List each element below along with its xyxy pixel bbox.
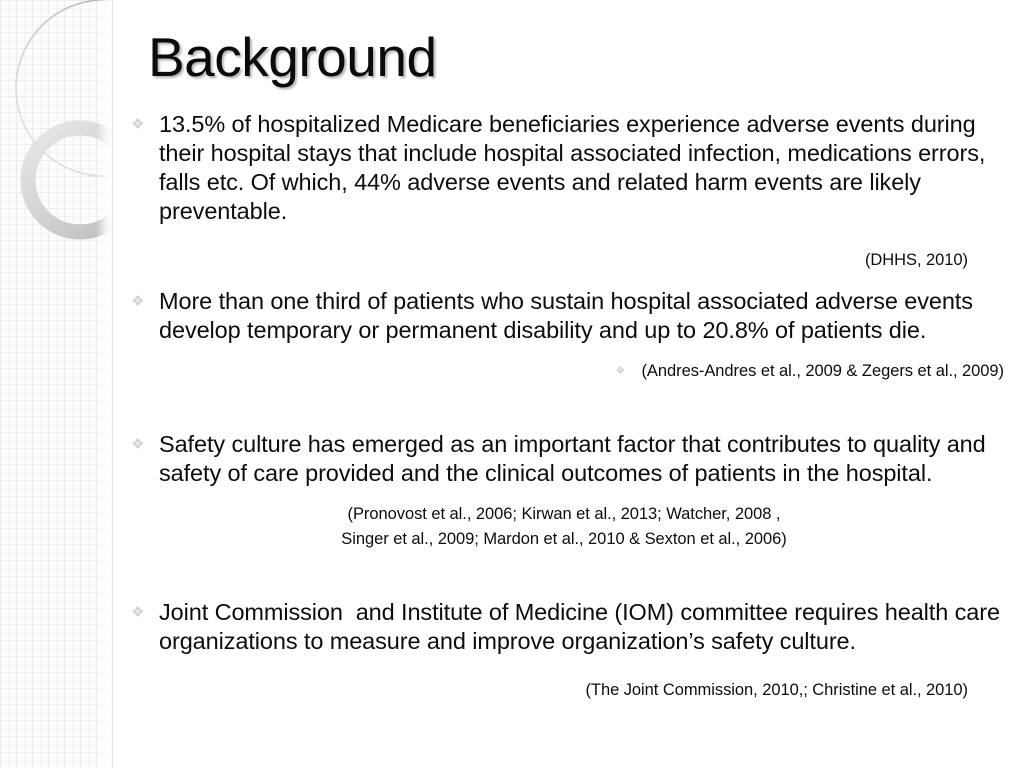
diamond-bullet-icon: ❖ — [131, 293, 145, 310]
bullet-text-2: More than one third of patients who sustain hospital associated adverse events develop temporary or permanent disability and up to 20.8% of patients die. — [159, 288, 980, 343]
diamond-bullet-icon: ❖ — [131, 604, 145, 621]
spacer — [130, 345, 1010, 359]
spacer — [130, 273, 1010, 287]
citation-joint-commission: (The Joint Commission, 2010,; Christine et al., 2010) — [585, 681, 968, 699]
sidebar-divider — [112, 0, 113, 768]
diamond-bullet-icon: ❖ — [615, 365, 626, 377]
citation-andres-zegers: (Andres-Andres et al., 2009 & Zegers et al., 2009) — [641, 362, 1004, 380]
citation-pronovost-line2: Singer et al., 2009; Mardon et al., 2010 & Sexton et al., 2006) — [341, 530, 787, 548]
spacer — [130, 226, 1010, 248]
spacer — [130, 488, 1010, 502]
spacer — [130, 384, 1010, 430]
bullet-text-3: Safety culture has emerged as an important factor that contributes to quality and safety of care provided and the clinical outcomes of patients in the hospital. — [159, 431, 993, 486]
bullet-text-1: 13.5% of hospitalized Medicare beneficiaries experience adverse events during their hospital stays that include hospital associated infection, medications errors, falls etc. Of which, 44% adverse events and related harm events are likely preventable. — [159, 111, 992, 224]
citation-pronovost-line1: (Pronovost et al., 2006; Kirwan et al., 2013; Watcher, 2008 , — [347, 505, 781, 523]
page-title: Background — [148, 26, 437, 88]
title-area — [148, 26, 1008, 88]
sidebar-decoration — [0, 0, 116, 768]
bullet-item-3 — [130, 430, 1010, 488]
bullet-text-4: Joint Commission and Institute of Medicine (IOM) committee requires health care organizations to measure and improve organization’s safety culture. — [159, 599, 1007, 654]
citation-dhhs: (DHHS, 2010) — [864, 251, 968, 269]
bullet-item-1 — [130, 110, 1010, 226]
bullet-item-2 — [130, 287, 1010, 345]
content-body — [130, 110, 1010, 703]
diamond-bullet-icon: ❖ — [131, 436, 145, 453]
sidebar-edge-fade — [96, 0, 116, 768]
bullet-item-4 — [130, 598, 1010, 656]
spacer — [130, 552, 1010, 598]
diamond-bullet-icon: ❖ — [131, 116, 145, 133]
citation-row-andres-zegers — [130, 359, 1010, 384]
spacer — [130, 656, 1010, 678]
